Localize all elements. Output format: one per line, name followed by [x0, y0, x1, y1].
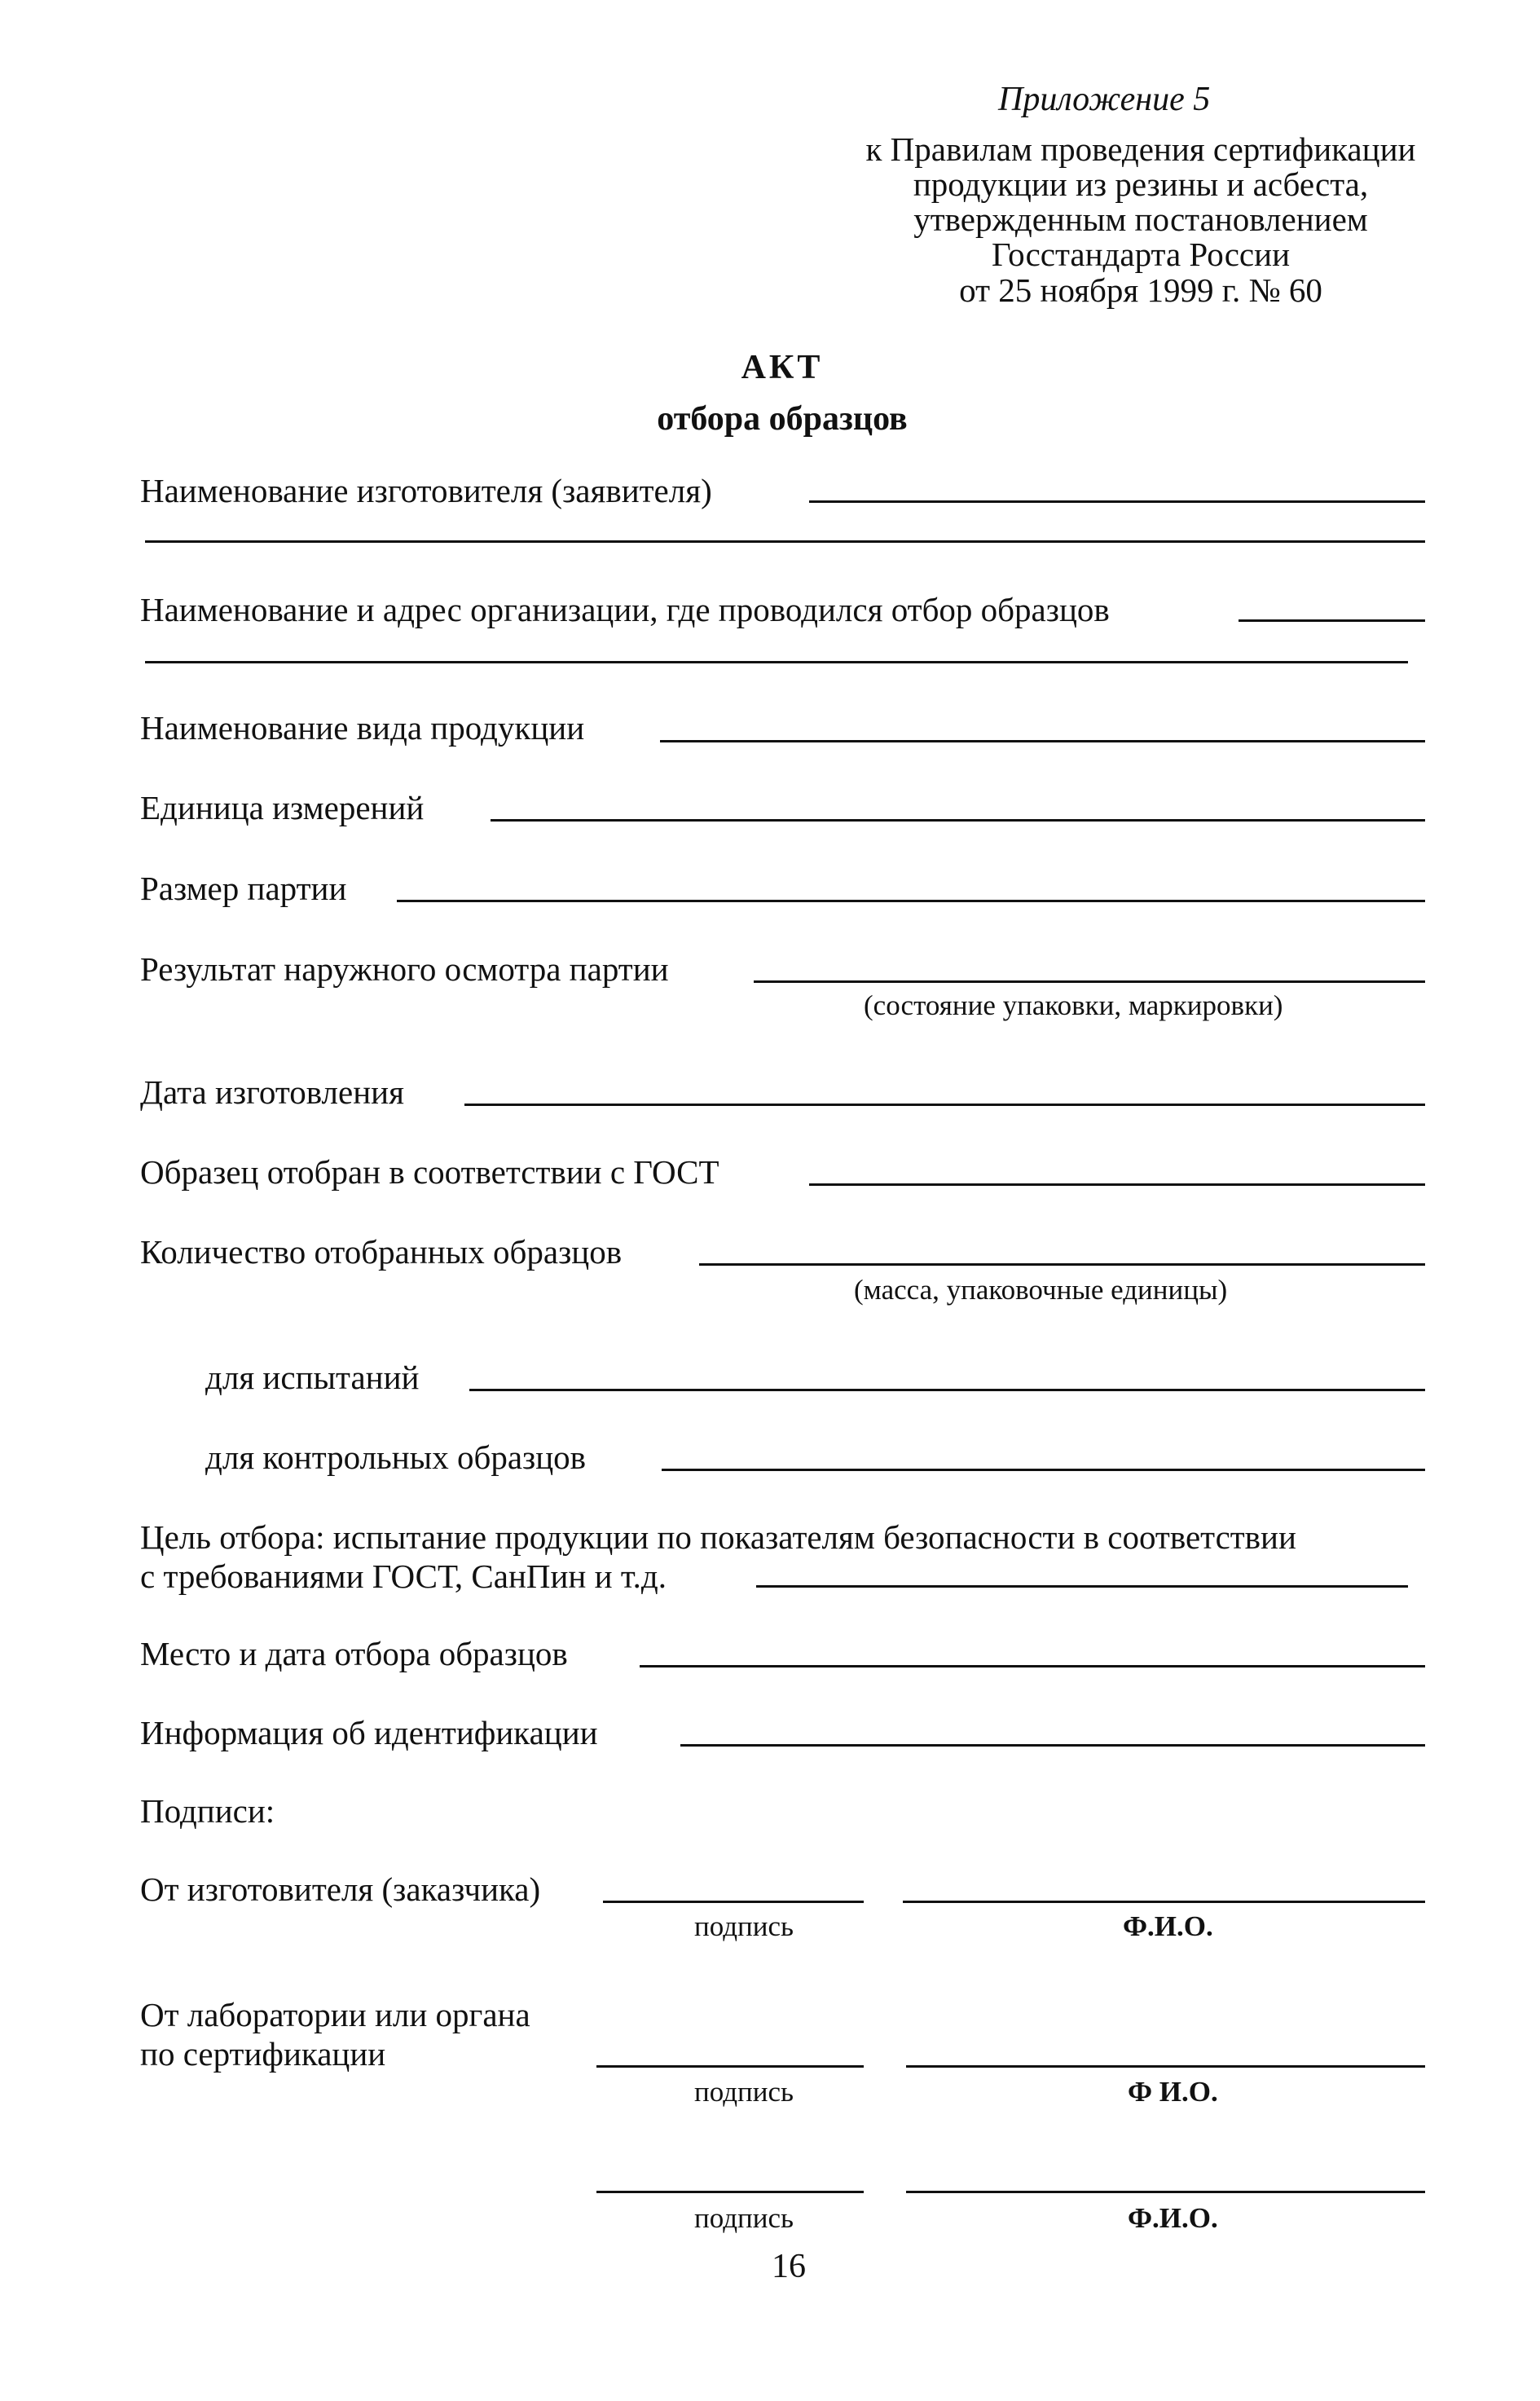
second-signature-caption: подпись	[694, 2202, 794, 2234]
org-address-input-line-2[interactable]	[145, 661, 1408, 663]
gost-input-line[interactable]	[809, 1183, 1425, 1186]
inspection-hint: (состояние упаковки, маркировки)	[864, 989, 1283, 1021]
unit-input-line[interactable]	[491, 819, 1425, 822]
manufacturer-name-line[interactable]	[903, 1901, 1425, 1903]
product-type-input-line[interactable]	[660, 740, 1425, 742]
inspection-label: Результат наружного осмотра партии	[140, 950, 669, 988]
header-line-1: к Правилам проведения сертификации	[865, 130, 1416, 168]
lab-signature-line[interactable]	[596, 2065, 864, 2068]
org-address-label: Наименование и адрес организации, где проводился отбор образцов	[140, 591, 1110, 628]
appendix-label: Приложение 5	[998, 81, 1211, 118]
from-manufacturer-label: От изготовителя (заказчика)	[140, 1870, 541, 1908]
for-control-input-line[interactable]	[662, 1469, 1425, 1471]
quantity-hint: (масса, упаковочные единицы)	[854, 1274, 1228, 1306]
manufacturer-signature-caption: подпись	[694, 1910, 794, 1942]
lot-size-input-line[interactable]	[397, 900, 1425, 902]
lab-signature-caption: подпись	[694, 2076, 794, 2108]
quantity-input-line[interactable]	[699, 1263, 1425, 1266]
header-line-4: Госстандарта России	[991, 236, 1291, 273]
manufacturer-input-line[interactable]	[809, 500, 1425, 503]
unit-label: Единица измерений	[140, 789, 425, 826]
second-name-line[interactable]	[906, 2191, 1425, 2193]
header-line-3: утвержденным постановлением	[913, 200, 1368, 238]
lab-name-line[interactable]	[906, 2065, 1425, 2068]
manufacturer-name-caption: Ф.И.О.	[1123, 1910, 1213, 1942]
for-control-label: для контрольных образцов	[205, 1438, 587, 1476]
identification-label: Информация об идентификации	[140, 1714, 598, 1751]
org-address-input-line[interactable]	[1239, 619, 1425, 622]
purpose-line-1: Цель отбора: испытание продукции по показателям безопасности в соответствии	[140, 1518, 1296, 1556]
place-date-input-line[interactable]	[640, 1665, 1425, 1667]
purpose-input-line[interactable]	[756, 1585, 1408, 1588]
inspection-input-line[interactable]	[754, 980, 1425, 983]
manufacturer-signature-line[interactable]	[603, 1901, 864, 1903]
lab-name-caption: Ф И.О.	[1128, 2076, 1218, 2108]
lot-size-label: Размер партии	[140, 870, 347, 907]
place-date-label: Место и дата отбора образцов	[140, 1635, 568, 1672]
product-type-label: Наименование вида продукции	[140, 709, 585, 747]
second-signature-line[interactable]	[596, 2191, 864, 2193]
manufacturer-label: Наименование изготовителя (заявителя)	[140, 472, 712, 509]
for-tests-input-line[interactable]	[469, 1389, 1425, 1391]
purpose-line-2: с требованиями ГОСТ, СанПин и т.д.	[140, 1557, 667, 1595]
header-line-5: от 25 ноября 1999 г. № 60	[959, 271, 1322, 309]
for-tests-label: для испытаний	[205, 1359, 420, 1396]
signatures-heading: Подписи:	[140, 1792, 275, 1830]
mfg-date-input-line[interactable]	[464, 1104, 1425, 1106]
from-lab-label-1: От лаборатории или органа	[140, 1996, 530, 2033]
gost-label: Образец отобран в соответствии с ГОСТ	[140, 1153, 719, 1191]
quantity-label: Количество отобранных образцов	[140, 1233, 623, 1271]
header-line-2: продукции из резины и асбеста,	[913, 165, 1369, 203]
page-number: 16	[772, 2248, 806, 2285]
from-lab-label-2: по сертификации	[140, 2035, 386, 2073]
second-name-caption: Ф.И.О.	[1128, 2202, 1218, 2234]
mfg-date-label: Дата изготовления	[140, 1073, 404, 1111]
identification-input-line[interactable]	[680, 1744, 1425, 1747]
manufacturer-input-line-2[interactable]	[145, 540, 1425, 543]
doc-subtitle: отбора образцов	[657, 400, 908, 438]
doc-title: АКТ	[741, 349, 824, 386]
